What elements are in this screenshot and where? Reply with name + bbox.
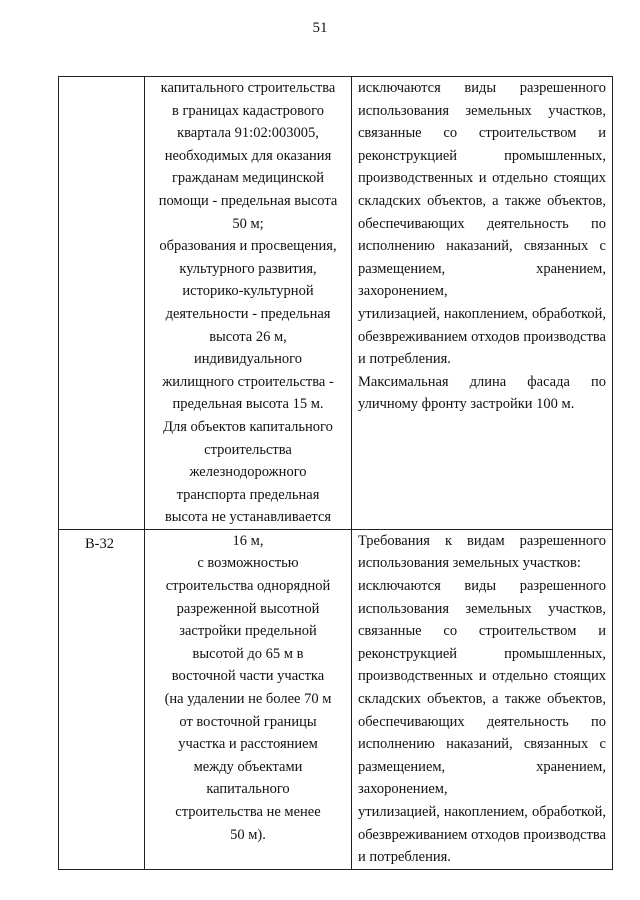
height-text-line: разреженной высотной	[176, 600, 320, 617]
height-text-line: деятельности - предельная	[165, 305, 331, 322]
height-text-line: Для объектов капитального	[163, 418, 333, 435]
height-text-line: железнодорожного	[189, 464, 307, 481]
height-limit-cell	[145, 77, 352, 530]
height-text-line: (на удалении не более 70 м	[164, 691, 332, 708]
requirement-text-line: использования земельных участков,	[358, 600, 606, 617]
requirements-cell	[352, 529, 613, 869]
requirement-text-line: и потребления.	[358, 849, 451, 866]
requirement-text-line: реконструкцией промышленных,	[358, 645, 606, 662]
requirement-text-line: обеспечивающих деятельность по	[358, 713, 606, 730]
height-text-line: транспорта предельная	[176, 486, 320, 503]
height-text-line: индивидуального	[194, 351, 302, 368]
requirement-text-line: связанные со строительством и	[358, 125, 606, 142]
height-text-line: строительства однорядной	[165, 578, 331, 595]
requirement-text-line: утилизацией, накоплением, обработкой,	[358, 305, 606, 322]
height-text-line: строительства не менее	[175, 804, 321, 820]
requirement-text-line: обеспечивающих деятельность по	[358, 215, 606, 232]
requirements-cell	[352, 77, 613, 530]
requirement-text-line: исполнению наказаний, связанных с	[358, 238, 606, 255]
requirement-text-line: использования земельных участков:	[358, 555, 581, 572]
height-text-line: капитального строительства	[160, 80, 336, 96]
requirement-text-line: уличному фронту застройки 100 м.	[358, 396, 575, 413]
height-text-line: квартала 91:02:003005,	[177, 125, 319, 142]
height-text-line: застройки предельной	[179, 623, 317, 640]
height-text-line: капитального	[206, 781, 290, 798]
requirement-text-line: складских объектов, а также объектов,	[358, 192, 606, 209]
height-text-line: гражданам медицинской	[171, 170, 325, 187]
height-text-line: помощи - предельная высота	[158, 192, 338, 209]
requirement-text-line: производственных и отдельно стоящих	[358, 170, 606, 187]
height-text-line: в границах кадастрового	[171, 102, 325, 119]
height-text-line: 50 м;	[232, 215, 264, 232]
requirement-text-line: связанные со строительством и	[358, 623, 606, 640]
table-row	[59, 529, 613, 869]
table-row	[59, 77, 613, 530]
table-body	[59, 77, 613, 870]
requirement-text-line: производственных и отдельно стоящих	[358, 668, 606, 685]
requirement-text-line: исключаются виды разрешенного	[358, 80, 606, 96]
requirement-text-line: и потребления.	[358, 351, 451, 368]
zone-code-cell: В-32	[59, 529, 145, 869]
requirement-text-line: Требования к видам разрешенного	[358, 532, 606, 549]
requirement-text-line: обезвреживанием отходов производства	[358, 328, 606, 345]
height-text-line: высота не устанавливается	[164, 509, 332, 526]
requirement-text-line: использования земельных участков,	[358, 102, 606, 119]
height-text-line: жилищного строительства -	[162, 373, 334, 390]
zoning-table	[58, 76, 613, 870]
requirement-text-line: утилизацией, накоплением, обработкой,	[358, 804, 606, 820]
requirement-text-line: размещением, хранением, захоронением,	[358, 260, 606, 300]
requirement-text-line: реконструкцией промышленных,	[358, 147, 606, 164]
requirement-text-line: размещением, хранением, захоронением,	[358, 758, 606, 798]
height-text-line: высотой до 65 м в	[192, 645, 304, 662]
height-text-line: высота 26 м,	[209, 328, 287, 345]
height-text-line: строительства	[204, 441, 292, 458]
height-text-line: от восточной границы	[179, 713, 317, 730]
height-text-line: между объектами	[193, 758, 303, 775]
height-text-line: 16 м,	[232, 532, 264, 549]
zone-code-cell	[59, 77, 145, 530]
requirement-text-line: Максимальная длина фасада по	[358, 373, 606, 390]
height-limit-cell	[145, 529, 352, 869]
height-text-line: культурного развития,	[179, 260, 317, 277]
height-text-line: предельная высота 15 м.	[172, 396, 324, 413]
requirement-text-line: исключаются виды разрешенного	[358, 578, 606, 595]
height-text-line: необходимых для оказания	[164, 147, 332, 164]
requirement-text-line: исполнению наказаний, связанных с	[358, 736, 606, 753]
height-text-line: с возможностью	[197, 555, 299, 572]
height-text-line: историко-культурной	[182, 283, 314, 300]
height-text-line: образования и просвещения,	[159, 238, 337, 255]
height-text-line: восточной части участка	[171, 668, 325, 685]
height-text-line: участка и расстоянием	[178, 736, 318, 753]
page-number: 51	[312, 20, 328, 36]
requirement-text-line: складских объектов, а также объектов,	[358, 691, 606, 708]
requirement-text-line: обезвреживанием отходов производства	[358, 826, 606, 843]
height-text-line: 50 м).	[230, 826, 266, 843]
